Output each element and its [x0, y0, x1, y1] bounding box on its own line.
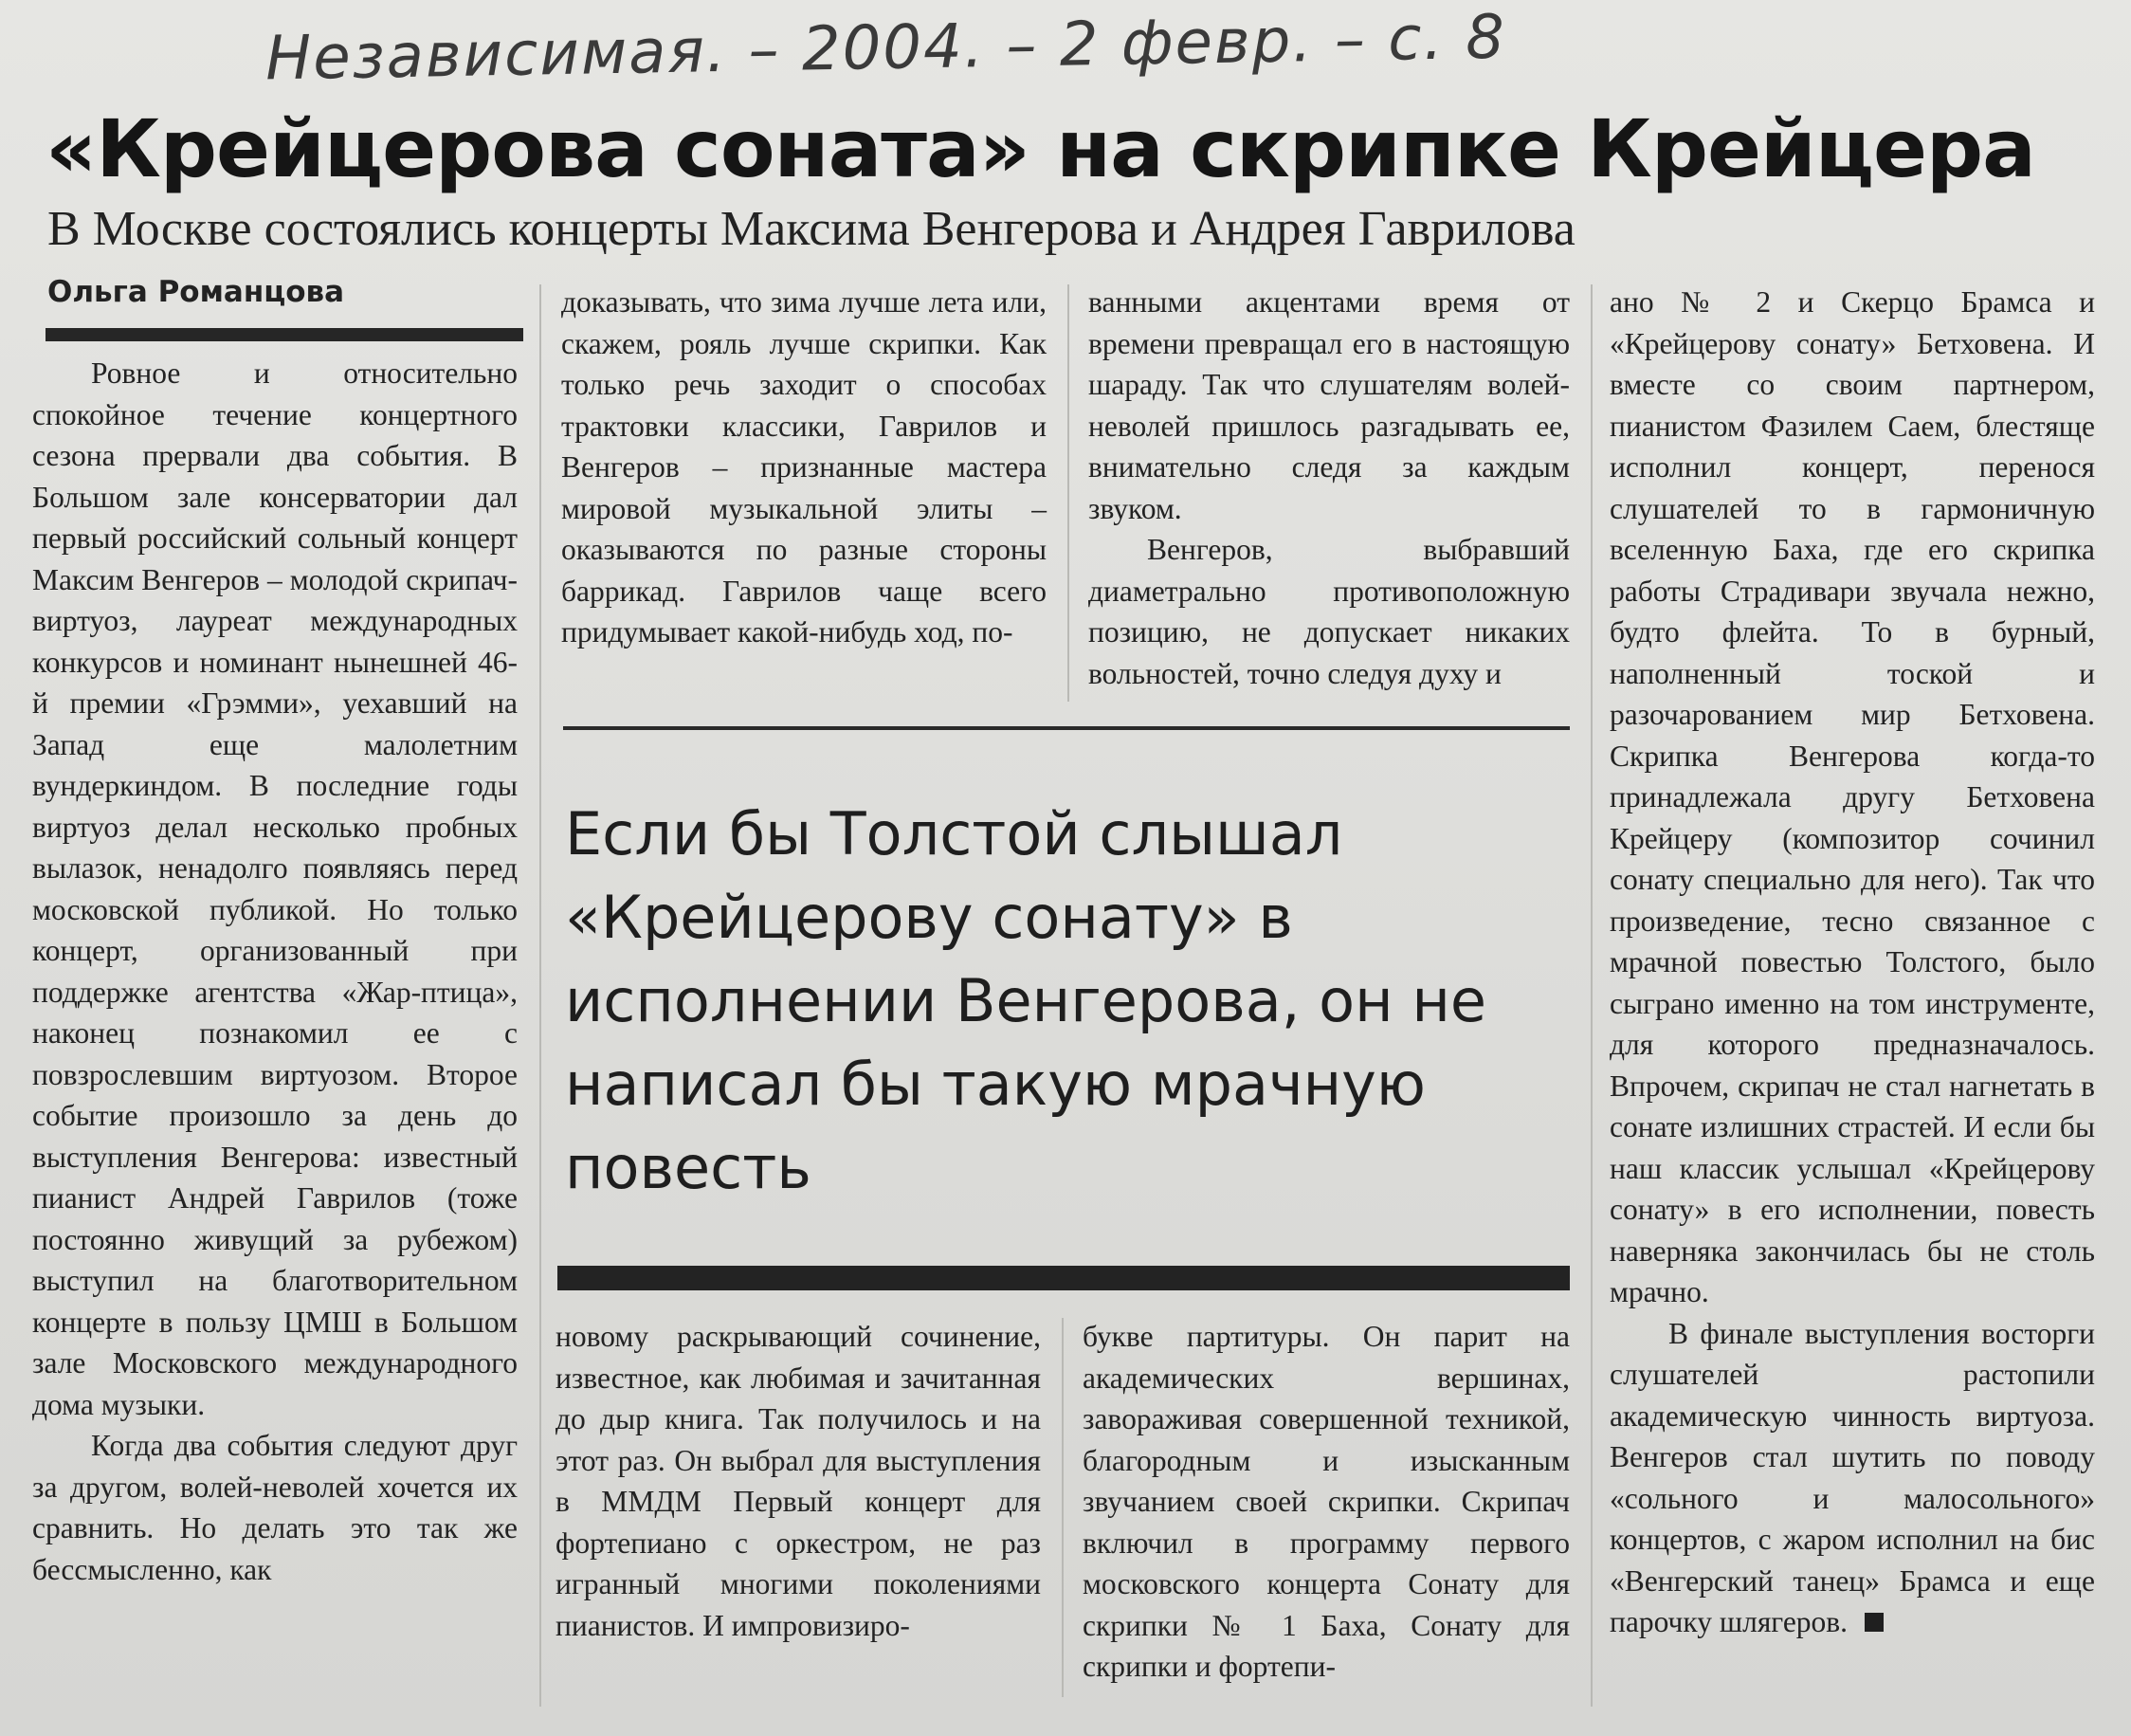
article-column-2-top: [561, 282, 1047, 653]
paragraph: доказывать, что зима лучше лета или, скажем, рояль лучше скрипки. Как только речь заходит о способах трактовки классики, Гаврилов и Венгеров – признанные мастера мировой музыкальной элиты – оказываются по разные стороны баррикад. Гаврилов чаще всего придумывает какой-нибудь ход, по-: [561, 285, 1047, 649]
headline: «Крейцерова соната» на скрипке Крейцера: [46, 102, 2035, 195]
column-divider: [1067, 284, 1069, 702]
article-column-4: [1610, 282, 2095, 1643]
article-column-3-top: [1088, 282, 1570, 694]
pull-quote: Если бы Толстой слышал «Крейцерову сонату» в исполнении Венгерова, он не написал бы такую мрачную повесть: [565, 799, 1487, 1202]
handwritten-source-note: Независимая. – 2004. – 2 февр. – с. 8: [264, 2, 1507, 95]
subheadline: В Москве состоялись концерты Максима Венгерова и Андрея Гаврилова: [47, 202, 1575, 256]
end-of-article-mark: [1865, 1613, 1884, 1632]
byline-rule: [46, 328, 523, 341]
paragraph-final: [1610, 1313, 2095, 1643]
paragraph: Венгеров, выбравший диаметрально противоположную позицию, не допускает никаких вольностей, точно следуя духу и: [1088, 533, 1570, 690]
author-byline: Ольга Романцова: [47, 275, 345, 309]
column-divider: [1591, 284, 1593, 1707]
article-column-2-bottom: [556, 1316, 1041, 1646]
paragraph: Когда два события следуют друг за другом, волей-неволей хочется их сравнить. Но делать это так же бессмысленно, как: [32, 1429, 518, 1586]
pull-quote-top-rule: [563, 726, 1570, 730]
column-divider: [1062, 1318, 1064, 1697]
paragraph-text: В финале выступления восторги слушателей растопили академическую чинность виртуоза. Венгеров стал шутить по поводу «сольного и малосольного» концертов, с жаром исполнил на бис «Венгерский танец» Брамса и еще парочку шлягеров.: [1610, 1316, 2095, 1638]
paragraph: ано № 2 и Скерцо Брамса и «Крейцерову сонату» Бетховена. И вместе со своим партнером, пианистом Фазилем Саем, блестяще исполнил концерт, перенося слушателей то в гармоничную вселенную Баха, где его скрипка работы Страдивари звучала нежно, будто флейта. То в бурный, наполненный тоской и разочарованием мир Бетховена. Скрипка Венгерова когда-то принадлежала другу Бетховена Крейцеру (композитор сочинил сонату специально для него). Так что произведение, тесно связанное с мрачной повестью Толстого, было сыграно именно на том инструменте, для которого предназначалось. Впрочем, скрипач не стал нагнетать в сонате излишних страстей. И если бы наш классик услышал «Крейцерову сонату» в его исполнении, повесть наверняка закончилась бы не столь мрачно.: [1610, 285, 2095, 1308]
paragraph: ванными акцентами время от времени превращал его в настоящую шараду. Так что слушателям волей-неволей пришлось разгадывать ее, внимательно следя за каждым звуком.: [1088, 285, 1570, 525]
article-column-3-bottom: [1083, 1316, 1570, 1688]
paragraph: Ровное и относительно спокойное течение концертного сезона прервали два события. В Большом зале консерватории дал первый российский сольный концерт Максим Венгеров – молодой скрипач-виртуоз, лауреат международных конкурсов и номинант нынешней 46-й премии «Грэмми», уехавший на Запад еще малолетним вундеркиндом. В последние годы виртуоз делал несколько пробных вылазок, ненадолго появляясь перед московской публикой. Но только концерт, организованный при поддержке агентства «Жар-птица», наконец познакомил ее с повзрослевшим виртуозом. Второе событие произошло за день до выступления Венгерова: известный пианист Андрей Гаврилов (тоже постоянно живущий за рубежом) выступил на благотворительном концерте в пользу ЦМШ в Большом зале Московского международного дома музыки.: [32, 356, 518, 1421]
column-divider: [539, 284, 541, 1707]
pull-quote-bottom-bar: [557, 1266, 1570, 1290]
paragraph: новому раскрывающий сочинение, известное, как любимая и зачитанная до дыр книга. Так получилось и на этот раз. Он выбрал для выступления в ММДМ Первый концерт для фортепиано с оркестром, не раз игранный многими поколениями пианистов. И импровизиро-: [556, 1320, 1041, 1642]
paragraph: букве партитуры. Он парит на академических вершинах, завораживая совершенной техникой, благородным и изысканным звучанием своей скрипки. Скрипач включил в программу первого московского концерта Сонату для скрипки № 1 Баха, Сонату для скрипки и фортепи-: [1083, 1320, 1570, 1683]
article-column-1: [32, 353, 518, 1590]
